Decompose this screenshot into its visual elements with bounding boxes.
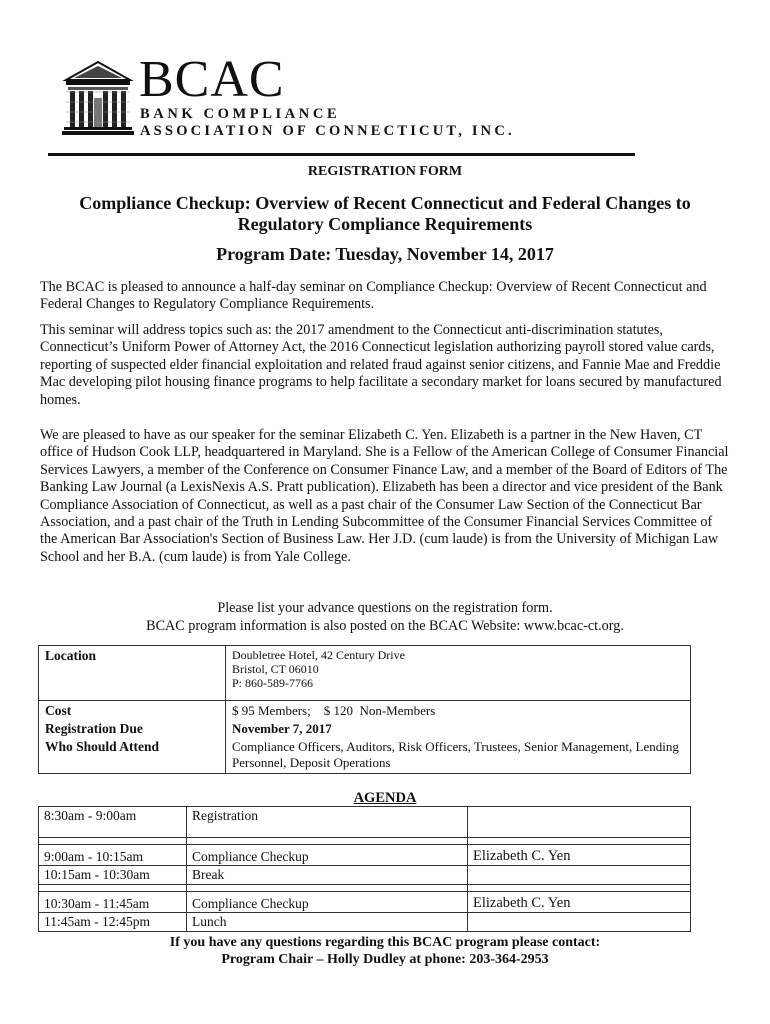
contact-line-1: If you have any questions regarding this BCAC program please contact: [169, 935, 601, 950]
attendance-row [39, 738, 691, 774]
intro-paragraph: The BCAC is pleased to announce a half-day seminar on Compliance Checkup: Overview of Recent Connecticut and Federal Changes to Regulatory Compliance Requirements. [40, 279, 707, 313]
agenda-session: Compliance Checkup [187, 845, 468, 866]
cost-value: $ 95 Members; $ 120 Non-Members [232, 703, 436, 718]
attendance-value: Compliance Officers, Auditors, Risk Officers, Trustees, Senior Management, Lending Personnel, Deposit Operations [232, 739, 679, 770]
contact-line-2: Program Chair – Holly Dudley at phone: 203-364-2953 [221, 952, 549, 967]
agenda-time: 9:00am - 10:15am [39, 845, 187, 866]
agenda-speaker [468, 807, 691, 838]
questions-note: Please list your advance questions on the registration form. [217, 600, 553, 616]
header-divider [48, 153, 635, 156]
agenda-speaker: Elizabeth C. Yen [468, 892, 691, 913]
cost-label: Cost [39, 701, 226, 721]
agenda-session: Break [187, 866, 468, 885]
registration-due-value: November 7, 2017 [232, 721, 332, 736]
agenda-row [39, 866, 691, 885]
agenda-heading: AGENDA [353, 790, 417, 806]
registration-due-label: Registration Due [39, 720, 226, 738]
agenda-session: Registration [187, 807, 468, 838]
bank-building-icon [62, 58, 134, 136]
program-date: Program Date: Tuesday, November 14, 2017 [216, 244, 554, 264]
agenda-spacer [39, 838, 691, 845]
location-line: Doubletree Hotel, 42 Century Drive [232, 648, 405, 662]
location-row [39, 646, 691, 701]
agenda-time: 10:15am - 10:30am [39, 866, 187, 885]
location-value [226, 646, 691, 701]
event-info-table [38, 645, 691, 774]
attendance-label: Who Should Attend [39, 738, 226, 774]
registration-due-row [39, 720, 691, 738]
logo-tagline-2: ASSOCIATION OF CONNECTICUT, INC. [140, 123, 515, 139]
agenda-row [39, 913, 691, 932]
agenda-session: Compliance Checkup [187, 892, 468, 913]
bcac-logo [62, 51, 582, 139]
agenda-row [39, 845, 691, 866]
location-label: Location [39, 646, 226, 701]
agenda-table [38, 806, 691, 932]
agenda-speaker [468, 913, 691, 932]
agenda-session: Lunch [187, 913, 468, 932]
speaker-paragraph: We are pleased to have as our speaker for the seminar Elizabeth C. Yen. Elizabeth is a partner in the New Haven, CT office of Hudson Cook LLP, headquartered in Maryland. She is a Fellow of the American College of Consumer Financial Services Lawyers, a member of the Conference on Consumer Finance Law, and a member of the Board of Editors of The Banking Law Journal (a LexisNexis A.S. Pratt publication). Elizabeth has been a director and vice president of the Bank Compliance Association of Connecticut, as well as a past chair of the Consumer Law Section of the Connecticut Bar Association, and a past chair of the Truth in Lending Subcommittee of the Consumer Financial Services Committee of the American Bar Association's Section of Business Law. Her J.D. (cum laude) is from the University of Michigan Law School and her B.A. (cum laude) is from Yale College. [40, 427, 729, 565]
cost-row [39, 701, 691, 721]
logo-tagline-1: BANK COMPLIANCE [140, 106, 341, 122]
location-line: Bristol, CT 06010 [232, 662, 319, 676]
agenda-speaker: Elizabeth C. Yen [468, 845, 691, 866]
agenda-row [39, 807, 691, 838]
form-label: REGISTRATION FORM [307, 164, 463, 179]
contact-info [0, 934, 770, 968]
topics-paragraph: This seminar will address topics such as: the 2017 amendment to the Connecticut anti-discrimination statutes, Connecticut’s Uniform Power of Attorney Act, the 2016 Connecticut legislation authorizing payroll stored value cards, reporting of suspected elder financial exploitation and related fraud against senior citizens, and Fannie Mae and Freddie Mac developing pilot housing finance programs to help facilitate a secondary market for loans secured by manufactured homes. [40, 322, 722, 408]
logo-name: BCAC [139, 51, 285, 108]
agenda-time: 8:30am - 9:00am [39, 807, 187, 838]
agenda-speaker [468, 866, 691, 885]
agenda-spacer [39, 885, 691, 892]
seminar-title: Compliance Checkup: Overview of Recent Connecticut and Federal Changes to Regulatory Compliance Requirements [79, 193, 691, 234]
website-note: BCAC program information is also posted on the BCAC Website: www.bcac-ct.org. [146, 618, 624, 634]
agenda-time: 10:30am - 11:45am [39, 892, 187, 913]
agenda-time: 11:45am - 12:45pm [39, 913, 187, 932]
agenda-row [39, 892, 691, 913]
location-line: P: 860-589-7766 [232, 676, 313, 690]
